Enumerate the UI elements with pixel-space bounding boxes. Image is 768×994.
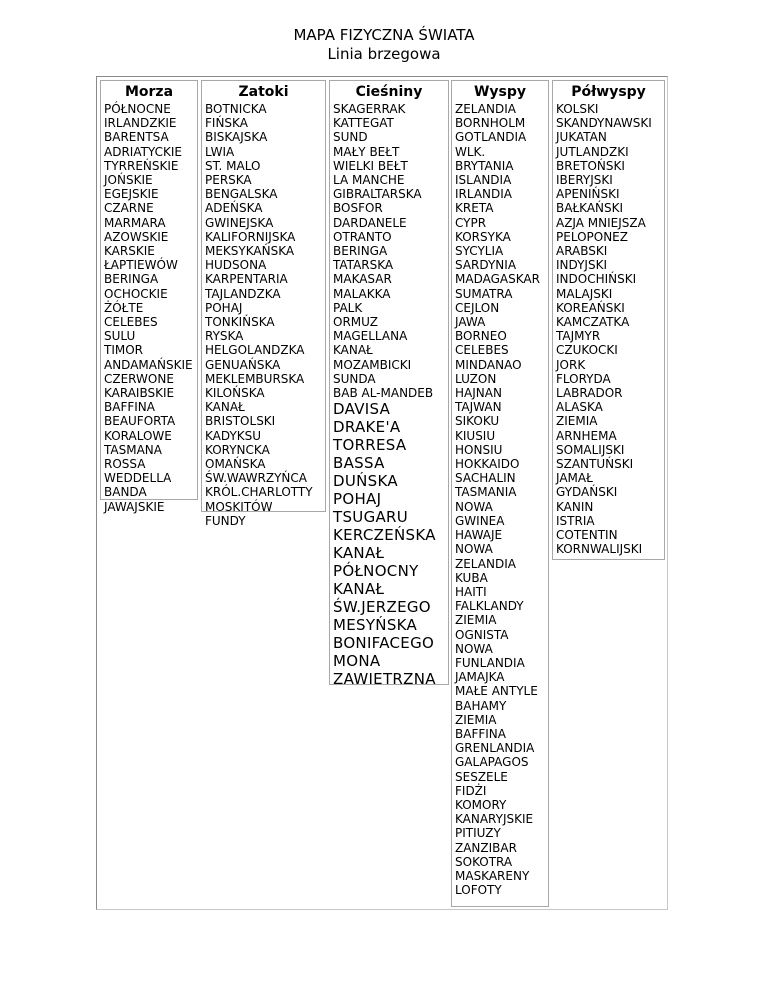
list-item: KERCZEŃSKA: [333, 526, 436, 545]
list-item: MASKARENY: [455, 868, 530, 883]
list-item: HONSIU: [455, 442, 503, 457]
list-item: ST. MALO: [205, 158, 261, 173]
list-item: BAHAMY: [455, 698, 507, 713]
list-item: POHAJ: [333, 490, 382, 509]
list-item: ARNHEMA: [556, 428, 617, 443]
list-item: EGEJSKIE: [104, 187, 159, 202]
list-item: TONKIŃSKA: [205, 315, 275, 330]
list-item: GYDAŃSKI: [556, 485, 618, 500]
list-item: JUKATAN: [556, 130, 607, 145]
list-item: KRÓL.CHARLOTTY: [205, 485, 313, 500]
list-item: MEKSYKAŃSKA: [205, 244, 295, 259]
list-item: ZELANDIA: [455, 102, 516, 116]
list-item: MALAKKA: [333, 286, 391, 301]
list-item: SUND: [333, 130, 368, 145]
list-item: TASMANIA: [455, 485, 517, 500]
list-item: JOŃSKIE: [104, 173, 153, 188]
page-title: MAPA FIZYCZNA ŚWIATA: [293, 26, 475, 44]
list-item: NOWA: [455, 542, 493, 557]
list-item: BISKAJSKA: [205, 130, 268, 145]
list-item: TSUGARU: [333, 508, 409, 527]
list-item: MAŁE ANTYLE: [455, 684, 538, 699]
list-item: FIDŻI: [455, 783, 487, 798]
list-item: AZOWSKIE: [104, 229, 169, 244]
column-polwyspy: [552, 80, 665, 560]
list-item: OMAŃSKA: [205, 457, 266, 472]
list-item: OTRANTO: [333, 229, 392, 244]
list-item: BORNHOLM: [455, 116, 526, 131]
list-item: KANAŁ: [205, 400, 245, 415]
list-item: SOMALIJSKI: [556, 442, 625, 457]
list-item: IBERYJSKI: [556, 173, 613, 188]
list-item: KORNWALIJSKI: [556, 542, 643, 557]
list-item: KADYKSU: [205, 428, 262, 443]
list-item: KUBA: [455, 570, 488, 585]
list-item: ANDAMAŃSKIE: [104, 357, 193, 372]
list-item: BAFFINA: [104, 400, 155, 415]
page-subtitle: Linia brzegowa: [327, 45, 441, 63]
list-item: SARDYNIA: [455, 258, 517, 273]
list-item: SKAGERRAK: [333, 102, 406, 116]
list-item: LABRADOR: [556, 386, 623, 401]
list-item: SIKOKU: [455, 414, 500, 429]
list-wyspy: [455, 102, 548, 897]
list-item: MAKASAR: [333, 272, 392, 287]
list-item: MARMARA: [104, 215, 166, 230]
column-wyspy: [451, 80, 549, 907]
list-item: ŚW.JERZEGO: [333, 598, 431, 617]
list-item: CZARNE: [104, 201, 154, 216]
list-item: HAJNAN: [455, 386, 502, 401]
column-ciesniny: [329, 80, 449, 689]
list-item: HOKKAIDO: [455, 457, 520, 472]
list-item: ADEŃSKA: [205, 201, 263, 216]
list-item: SESZELE: [455, 769, 508, 784]
list-morza: [104, 102, 197, 514]
list-item: KOREAŃSKI: [556, 300, 625, 315]
list-item: KANAŁ: [333, 580, 385, 599]
list-item: PALK: [333, 300, 363, 315]
list-item: ADRIATYCKIE: [104, 144, 182, 159]
list-item: BARENTSA: [104, 130, 169, 145]
list-item: FIŃSKA: [205, 116, 248, 131]
list-item: ŁAPTIEWÓW: [104, 258, 178, 273]
list-item: BENGALSKA: [205, 187, 278, 202]
list-item: MADAGASKAR: [455, 272, 540, 287]
column-header-ciesniny: Cieśniny: [355, 84, 423, 100]
list-item: KATTEGAT: [333, 116, 394, 131]
list-item: INDYJSKI: [556, 258, 607, 273]
list-item: MESYŃSKA: [333, 616, 418, 635]
list-item: CEJLON: [455, 300, 500, 315]
list-item: BERINGA: [104, 272, 159, 287]
list-item: KALIFORNIJSKA: [205, 229, 296, 244]
list-item: WLK.: [455, 144, 486, 159]
list-item: PERSKA: [205, 173, 252, 188]
list-item: ŻÓŁTE: [104, 300, 144, 315]
list-item: TIMOR: [104, 343, 144, 358]
list-item: PELOPONEZ: [556, 229, 628, 244]
list-item: KARAIBSKIE: [104, 386, 175, 401]
list-item: ROSSA: [104, 457, 146, 472]
list-item: HAITI: [455, 584, 487, 599]
list-item: LOFOTY: [455, 883, 502, 898]
list-item: GIBRALTARSKA: [333, 187, 422, 202]
list-item: OGNISTA: [455, 627, 509, 642]
list-item: WEDDELLA: [104, 471, 172, 486]
list-item: CYPR: [455, 215, 487, 230]
list-item: KANAŁ: [333, 343, 373, 358]
list-item: TAJWAN: [455, 400, 502, 415]
list-item: ISTRIA: [556, 513, 595, 528]
list-item: IRLANDZKIE: [104, 116, 177, 131]
list-zatoki: [205, 102, 325, 528]
list-item: KIUSIU: [455, 428, 496, 443]
list-item: JAMAJKA: [455, 670, 505, 685]
list-item: BAFFINA: [455, 726, 506, 741]
list-item: BRISTOLSKI: [205, 414, 276, 429]
list-item: CZUKOCKI: [556, 343, 618, 358]
list-item: SULU: [104, 329, 136, 344]
list-item: IRLANDIA: [455, 187, 513, 202]
list-item: TASMANA: [104, 442, 162, 457]
list-item: POHAJ: [205, 300, 243, 315]
list-item: JAWAJSKIE: [104, 499, 165, 514]
list-item: FUNLANDIA: [455, 655, 525, 670]
list-item: BORNEO: [455, 329, 507, 344]
list-item: KANIN: [556, 499, 594, 514]
list-item: DARDANELE: [333, 215, 407, 230]
list-item: COTENTIN: [556, 528, 618, 543]
list-polwyspy: [556, 102, 664, 557]
list-item: DRAKE'A: [333, 418, 401, 437]
list-item: GWINEA: [455, 513, 505, 528]
list-item: BONIFACEGO: [333, 634, 435, 653]
list-item: NOWA: [455, 499, 493, 514]
list-item: HAWAJE: [455, 528, 503, 543]
list-item: GRENLANDIA: [455, 741, 535, 756]
list-item: CZERWONE: [104, 371, 174, 386]
list-item: BOTNICKA: [205, 102, 267, 116]
list-item: ISLANDIA: [455, 173, 512, 188]
list-item: ALASKA: [556, 400, 603, 415]
list-item: FLORYDA: [556, 371, 611, 386]
list-item: TAJLANDZKA: [205, 286, 281, 301]
list-item: SZANTUŃSKI: [556, 457, 634, 472]
list-item: BASSA: [333, 454, 385, 473]
list-item: PÓŁNOCNY: [333, 562, 419, 581]
list-item: KORYNCKA: [205, 442, 270, 457]
list-item: CELEBES: [104, 315, 158, 330]
list-item: GOTLANDIA: [455, 130, 527, 145]
list-item: KARSKIE: [104, 244, 155, 259]
list-item: PITIUZY: [455, 826, 501, 841]
list-item: MONA: [333, 652, 381, 671]
list-item: OCHOCKIE: [104, 286, 168, 301]
list-item: KANARYJSKIE: [455, 812, 534, 827]
list-item: BEAUFORTA: [104, 414, 176, 429]
list-ciesniny: [333, 102, 448, 688]
list-item: MAŁY BEŁT: [333, 144, 400, 159]
list-item: ZIEMIA: [455, 613, 497, 628]
list-item: GWINEJSKA: [205, 215, 274, 230]
list-item: TORRESA: [333, 436, 407, 455]
list-item: MALAJSKI: [556, 286, 613, 301]
list-item: NOWA: [455, 641, 493, 656]
list-item: SACHALIN: [455, 471, 516, 486]
list-item: KANAŁ: [333, 544, 385, 563]
list-item: SYCYLIA: [455, 244, 504, 259]
list-item: CELEBES: [455, 343, 509, 358]
list-item: SOKOTRA: [455, 854, 513, 869]
list-item: DAVISA: [333, 400, 391, 419]
list-item: BERINGA: [333, 244, 388, 259]
list-item: GALAPAGOS: [455, 755, 529, 770]
list-item: TAJMYR: [556, 329, 601, 344]
list-item: ZANZIBAR: [455, 840, 517, 855]
list-item: MEKLEMBURSKA: [205, 371, 305, 386]
column-header-zatoki: Zatoki: [238, 84, 289, 100]
list-item: INDOCHIŃSKI: [556, 272, 637, 287]
list-item: TYRREŃSKIE: [104, 158, 179, 173]
list-item: RYSKA: [205, 329, 244, 344]
list-item: MAGELLANA: [333, 329, 408, 344]
list-item: KORSYKA: [455, 229, 511, 244]
list-item: ARABSKI: [556, 244, 608, 259]
list-item: ZIEMIA: [455, 712, 497, 727]
list-item: MINDANAO: [455, 357, 522, 372]
column-header-wyspy: Wyspy: [473, 84, 527, 100]
list-item: ZIEMIA: [556, 414, 598, 429]
column-morza: [100, 80, 198, 514]
list-item: KORALOWE: [104, 428, 172, 443]
list-item: MOZAMBICKI: [333, 357, 412, 372]
list-item: HELGOLANDZKA: [205, 343, 305, 358]
list-item: MOSKITÓW: [205, 499, 273, 514]
list-item: LUZON: [455, 371, 497, 386]
list-item: PÓŁNOCNE: [104, 102, 171, 116]
list-item: KOMORY: [455, 797, 507, 812]
list-item: KAMCZATKA: [556, 315, 630, 330]
list-item: BANDA: [104, 485, 147, 500]
list-item: JAWA: [455, 315, 486, 330]
list-item: DUŃSKA: [333, 472, 398, 491]
list-item: LA MANCHE: [333, 173, 405, 188]
list-item: BOSFOR: [333, 201, 383, 216]
list-item: SUMATRA: [455, 286, 513, 301]
list-item: KOLSKI: [556, 102, 599, 116]
list-item: SUNDA: [333, 371, 376, 386]
list-item: KILOŃSKA: [205, 386, 265, 401]
list-item: ORMUZ: [333, 315, 378, 330]
list-item: KARPENTARIA: [205, 272, 288, 287]
list-item: HUDSONA: [205, 258, 267, 273]
list-item: SKANDYNAWSKI: [556, 116, 652, 131]
list-item: BRETOŃSKI: [556, 158, 625, 173]
column-zatoki: [201, 80, 326, 528]
list-item: KRETA: [455, 201, 494, 216]
column-header-polwyspy: Półwyspy: [571, 84, 646, 100]
column-header-morza: Morza: [124, 84, 174, 100]
list-item: AZJA MNIEJSZA: [556, 215, 646, 230]
list-item: LWIA: [205, 144, 235, 159]
list-item: ZAWIETRZNA: [333, 670, 436, 689]
list-item: FUNDY: [205, 513, 246, 528]
list-item: APENIŃSKI: [556, 187, 620, 202]
list-item: JORK: [556, 357, 586, 372]
list-item: TATARSKA: [333, 258, 394, 273]
list-item: BRYTANIA: [455, 158, 514, 173]
list-item: ŚW.WAWRZYŃCA: [205, 471, 307, 486]
list-item: GENUAŃSKA: [205, 357, 281, 372]
list-item: JUTLANDZKI: [556, 144, 629, 159]
list-item: FALKLANDY: [455, 599, 524, 614]
list-item: BAB AL-MANDEB: [333, 386, 434, 401]
list-item: WIELKI BEŁT: [333, 158, 408, 173]
list-item: JAMAŁ: [556, 471, 593, 486]
list-item: ZELANDIA: [455, 556, 516, 571]
list-item: BAŁKAŃSKI: [556, 201, 624, 216]
